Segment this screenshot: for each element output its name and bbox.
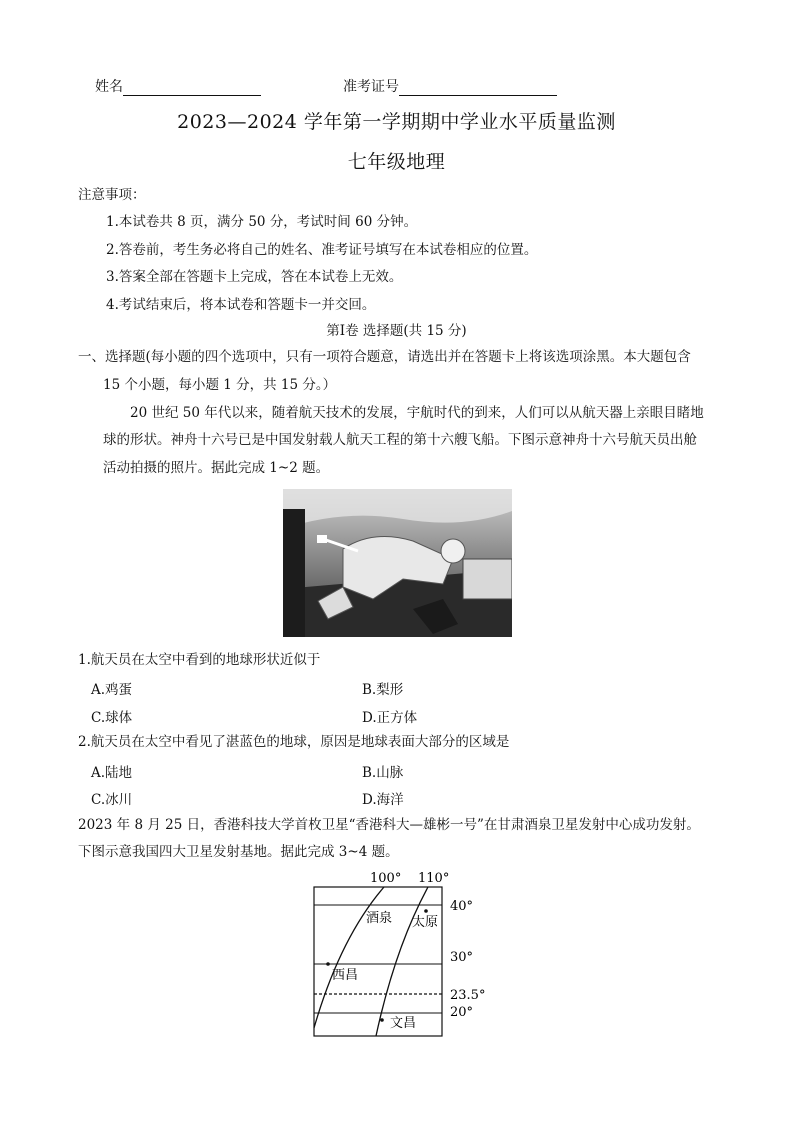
name-label: 姓名 [95, 79, 123, 95]
section-title: 第Ⅰ卷 选择题(共 15 分) [326, 323, 467, 339]
notice-item: 4.考试结束后，将本试卷和答题卡一并交回。 [106, 297, 376, 313]
latitude-label: 23.5° [450, 988, 486, 1003]
notice-item: 1.本试卷共 8 页，满分 50 分，考试时间 60 分钟。 [106, 214, 418, 230]
passage-two-line: 2023 年 8 月 25 日，香港科技大学首枚卫星“香港科大—雄彬一号”在甘肃酒泉卫星发射中心成功发射。 [78, 817, 700, 833]
part-one-instructions: 一、选择题(每小题的四个选项中，只有一项符合题意，请选出并在答题卡上将该选项涂黑。本大题包含 [78, 349, 691, 365]
passage-one-line: 活动拍摄的照片。据此完成 1~2 题。 [103, 460, 330, 476]
passage-one-line: 球的形状。神舟十六号已是中国发射载人航天工程的第十六艘飞船。下图示意神舟十六号航天员出舱 [103, 432, 697, 448]
question-stem: 2.航天员在太空中看见了湛蓝色的地球，原因是地球表面大部分的区域是 [78, 734, 510, 750]
notice-item: 3.答案全部在答题卡上完成，答在本试卷上无效。 [106, 269, 403, 285]
latitude-label: 20° [450, 1005, 474, 1020]
longitude-label: 100° [370, 871, 402, 886]
site-label-xichang: 西昌 [332, 968, 359, 983]
part-one-instructions-cont: 15 个小题，每小题 1 分，共 15 分。） [103, 377, 337, 393]
notice-item: 2.答卷前，考生务必将自己的姓名、准考证号填写在本试卷相应的位置。 [106, 242, 538, 258]
site-dot-xichang [326, 962, 330, 966]
longitude-line-100 [314, 887, 384, 1028]
passage-one-line: 20 世纪 50 年代以来，随着航天技术的发展，宇航时代的到来，人们可以从航天器上亲眼目睹地 [130, 405, 704, 421]
exam-subtitle: 七年级地理 [347, 151, 446, 173]
option-d[interactable]: D.海洋 [362, 792, 404, 808]
latitude-label: 40° [450, 899, 474, 914]
site-dot-taiyuan [424, 909, 428, 913]
question-stem: 1.航天员在太空中看到的地球形状近似于 [78, 652, 321, 668]
option-c[interactable]: C.冰川 [91, 792, 133, 808]
site-label-taiyuan: 太原 [412, 915, 439, 930]
site-dot-wenchang [380, 1018, 384, 1022]
map-frame [314, 887, 442, 1036]
passage-two-line: 下图示意我国四大卫星发射基地。据此完成 3~4 题。 [78, 844, 399, 860]
option-a[interactable]: A.鸡蛋 [91, 682, 133, 698]
longitude-line-110 [376, 887, 428, 1036]
site-label-wenchang: 文昌 [390, 1016, 417, 1031]
name-blank[interactable] [123, 80, 261, 96]
option-d[interactable]: D.正方体 [362, 710, 418, 726]
site-label-jiuquan: 酒泉 [366, 911, 393, 926]
exam-id-label: 准考证号 [343, 79, 399, 95]
astronaut-photo [283, 489, 512, 637]
option-a[interactable]: A.陆地 [91, 765, 133, 781]
notice-heading: 注意事项： [78, 187, 146, 203]
exam-id-blank[interactable] [399, 80, 557, 96]
name-field[interactable] [95, 76, 261, 96]
option-b[interactable]: B.梨形 [362, 682, 404, 698]
option-b[interactable]: B.山脉 [362, 765, 404, 781]
option-c[interactable]: C.球体 [91, 710, 133, 726]
latitude-label: 30° [450, 950, 474, 965]
exam-title: 2023—2024 学年第一学期期中学业水平质量监测 [177, 111, 616, 133]
launch-sites-map [300, 868, 500, 1038]
longitude-label: 110° [418, 871, 450, 886]
exam-id-field[interactable] [343, 76, 557, 96]
